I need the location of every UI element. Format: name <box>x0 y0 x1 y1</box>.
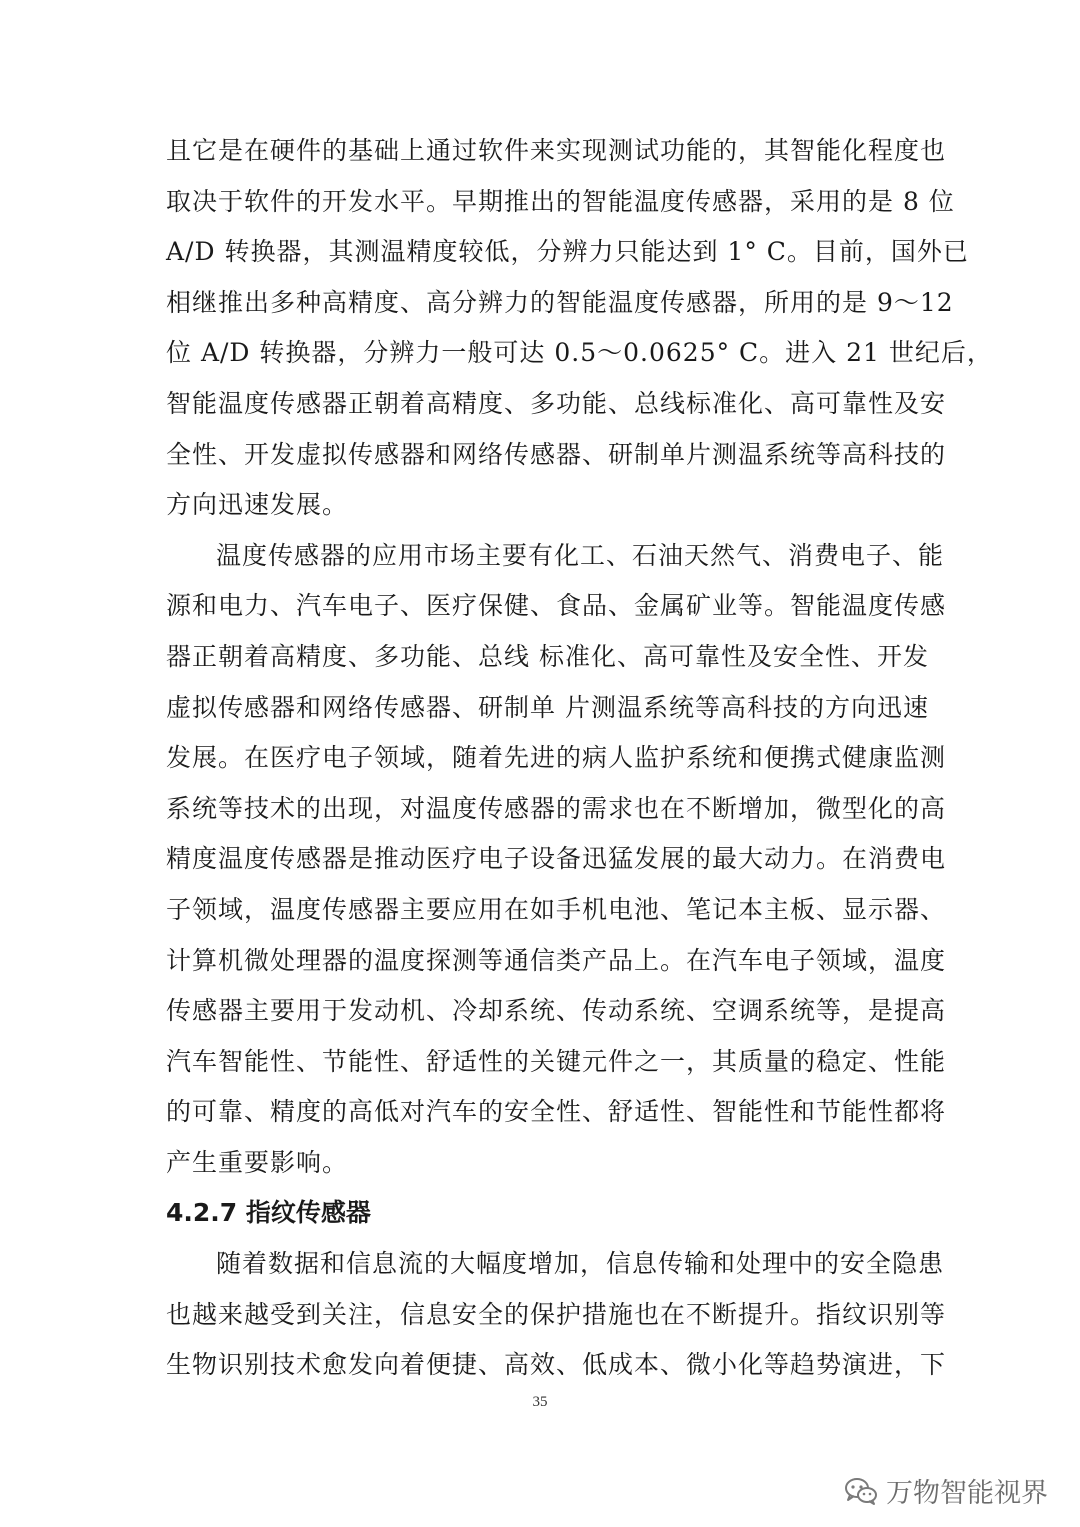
text-line: 传感器主要用于发动机、冷却系统、传动系统、空调系统等，是提高 <box>166 996 947 1026</box>
text-line: 且它是在硬件的基础上通过软件来实现测试功能的，其智能化程度也 <box>166 136 947 165</box>
text-line: 子领域，温度传感器主要应用在如手机电池、笔记本主板、显示器、 <box>166 894 947 924</box>
text-line: 虚拟传感器和网络传感器、研制单 片测温系统等高科技的方向迅速 <box>166 692 929 722</box>
text-line: A/D 转换器，其测温精度较低，分辨力只能达到 1° C。目前，国外已 <box>166 237 969 267</box>
paragraph-3 <box>166 1239 947 1391</box>
text-line: 温度传感器的应用市场主要有化工、石油天然气、消费电子、能 <box>216 540 945 570</box>
text-line: 取决于软件的开发水平。早期推出的智能温度传感器，采用的是 8 位 <box>166 186 955 216</box>
text-line: 产生重要影响。 <box>166 1147 349 1177</box>
text-line: 源和电力、汽车电子、医疗保健、食品、金属矿业等。智能温度传感 <box>166 591 947 621</box>
text-line: 也越来越受到关注，信息安全的保护措施也在不断提升。指纹识别等 <box>166 1299 947 1329</box>
text-line: 相继推出多种高精度、高分辨力的智能温度传感器，所用的是 9～12 <box>166 287 954 317</box>
text-line: 智能温度传感器正朝着高精度、多功能、总线标准化、高可靠性及安 <box>166 388 947 418</box>
text-line: 全性、开发虚拟传感器和网络传感器、研制单片测温系统等高科技的 <box>166 439 947 469</box>
text-line: 精度温度传感器是推动医疗电子设备迅猛发展的最大动力。在消费电 <box>166 844 947 874</box>
text-line: 器正朝着高精度、多功能、总线 标准化、高可靠性及安全性、开发 <box>166 641 929 671</box>
text-line: 随着数据和信息流的大幅度增加，信息传输和处理中的安全隐患 <box>216 1249 945 1279</box>
text-line: 发展。在医疗电子领域，随着先进的病人监护系统和便携式健康监测 <box>166 743 947 773</box>
paragraph-1 <box>166 126 993 531</box>
text-line: 方向迅速发展。 <box>166 490 349 520</box>
text-line: 系统等技术的出现，对温度传感器的需求也在不断增加，微型化的高 <box>166 793 947 823</box>
text-line: 位 A/D 转换器，分辨力一般可达 0.5～0.0625° C。进入 21 世纪后， <box>166 338 993 368</box>
section-heading: 4.2.7 指纹传感器 <box>166 1198 371 1228</box>
watermark <box>844 1471 1048 1510</box>
page-number: 35 <box>532 1394 548 1410</box>
wechat-icon <box>844 1476 878 1506</box>
text-line: 汽车智能性、节能性、舒适性的关键元件之一，其质量的稳定、性能 <box>166 1046 947 1076</box>
paragraph-2 <box>166 531 947 1189</box>
text-line: 计算机微处理器的温度探测等通信类产品上。在汽车电子领域，温度 <box>166 945 947 975</box>
text-line: 的可靠、精度的高低对汽车的安全性、舒适性、智能性和节能性都将 <box>166 1097 947 1127</box>
text-line: 生物识别技术愈发向着便捷、高效、低成本、微小化等趋势演进，下 <box>166 1350 947 1380</box>
document-body <box>166 126 993 1391</box>
watermark-text: 万物智能视界 <box>886 1478 1048 1509</box>
